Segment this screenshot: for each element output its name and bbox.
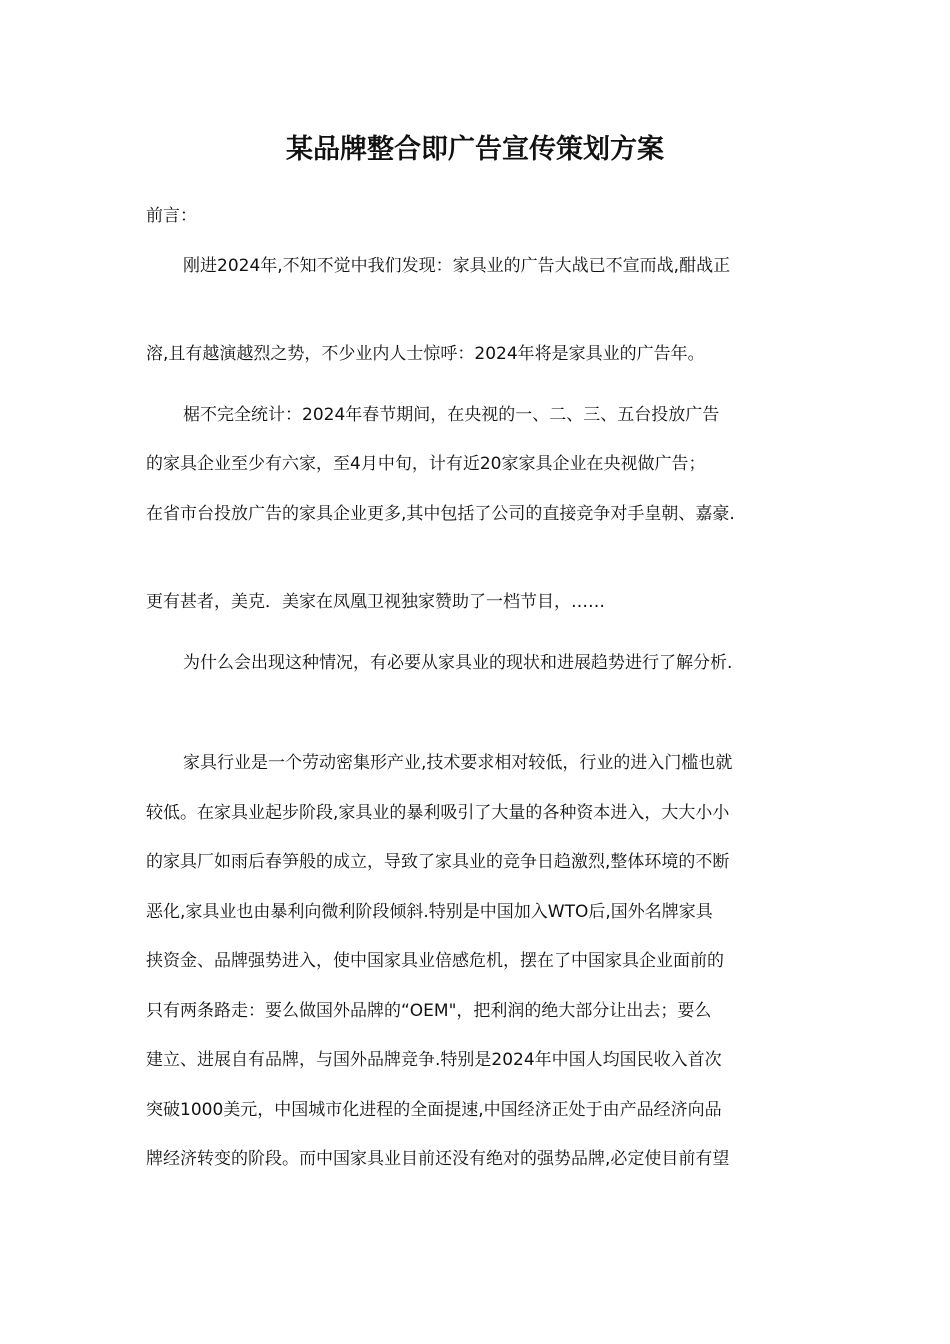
paragraph-line: 在省市台投放广告的家具企业更多,其中包括了公司的直接竞争对手皇朝、嘉豪. (146, 504, 735, 524)
paragraph-line: 椐不完全统计：2024年春节期间，在央视的一、二、三、五台投放广告 (183, 405, 720, 425)
preface-label: 前言： (146, 206, 197, 226)
paragraph-line: 的家具厂如雨后春笋般的成立，导致了家具业的竞争日趋激烈,整体环境的不断 (146, 852, 730, 872)
paragraph-line: 家具行业是一个劳动密集形产业,技术要求相对较低，行业的进入门槛也就 (183, 753, 733, 773)
paragraph-line: 建立、进展自有品牌，与国外品牌竞争.特别是2024年中国人均国民收入首次 (146, 1050, 722, 1070)
paragraph-line: 恶化,家具业也由暴利向微利阶段倾斜.特别是中国加入WTO后,国外名牌家具 (146, 902, 713, 922)
paragraph-line: 较低。在家具业起步阶段,家具业的暴利吸引了大量的各种资本进入，大大小小 (146, 803, 730, 823)
paragraph-line: 牌经济转变的阶段。而中国家具业目前还没有绝对的强势品牌,必定使目前有望 (146, 1149, 730, 1169)
paragraph-line: 的家具企业至少有六家，至4月中旬，计有近20家家具企业在央视做广告； (146, 454, 706, 474)
document-title: 某品牌整合即广告宣传策划方案 (286, 134, 664, 165)
paragraph-line: 为什么会出现这种情况，有必要从家具业的现状和进展趋势进行了解分析. (183, 653, 733, 673)
paragraph-line: 更有甚者，美克．美家在凤凰卫视独家赞助了一档节目，…… (146, 592, 605, 612)
paragraph-line: 刚进2024年,不知不觉中我们发现：家具业的广告大战已不宣而战,酣战正 (183, 256, 731, 276)
paragraph-line: 只有两条路走：要么做国外品牌的“OEM"，把利润的绝大部分让出去；要么 (146, 1001, 712, 1021)
paragraph-line: 突破1000美元，中国城市化进程的全面提速,中国经济正处于由产品经济向品 (146, 1100, 722, 1120)
paragraph-line: 挟资金、品牌强势进入，使中国家具业倍感危机，摆在了中国家具企业面前的 (146, 951, 724, 971)
paragraph-line: 溶,且有越演越烈之势，不少业内人士惊呼：2024年将是家具业的广告年。 (146, 344, 705, 364)
